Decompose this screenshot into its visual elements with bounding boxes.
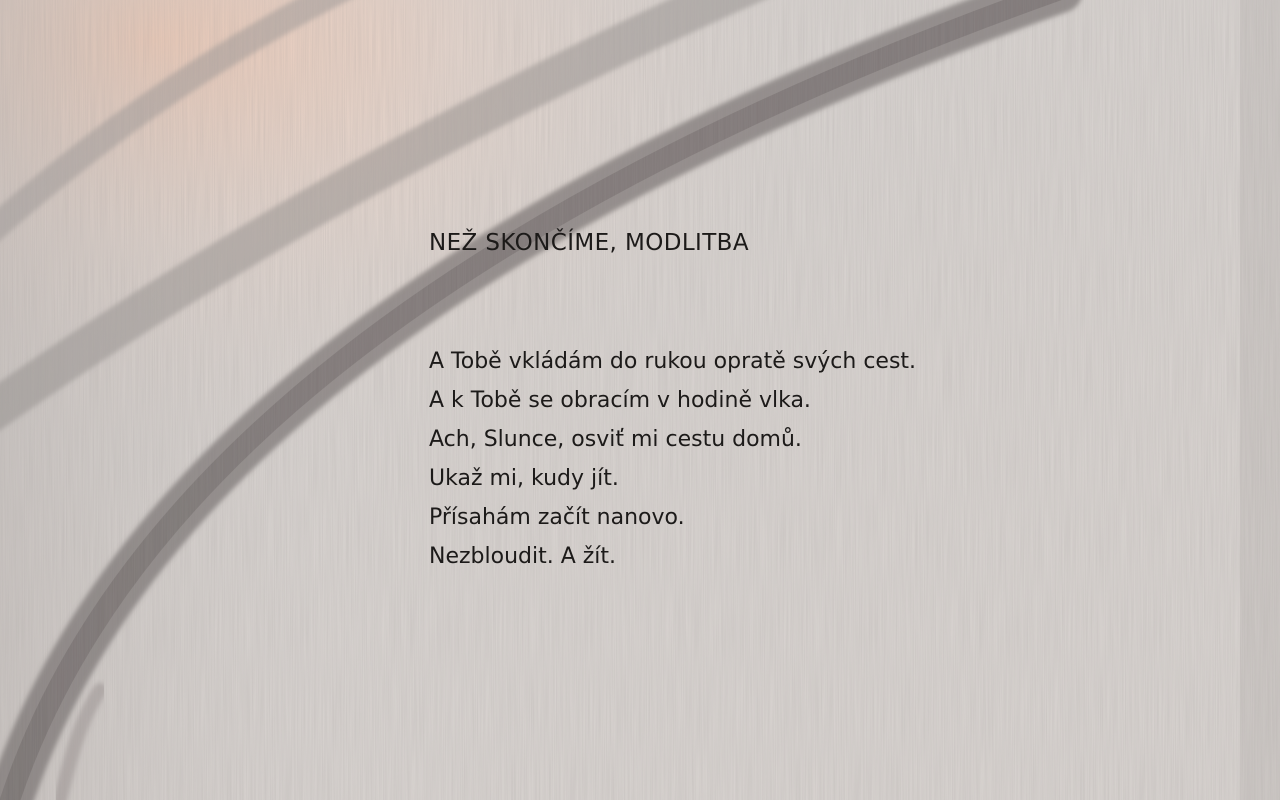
poem-line: Přísahám začít nanovo. bbox=[429, 505, 685, 530]
poem-title: NEŽ SKONČÍME, MODLITBA bbox=[429, 230, 749, 256]
poem-line: A k Tobě se obracím v hodině vlka. bbox=[429, 388, 811, 413]
poem-line: Nezbloudit. A žít. bbox=[429, 544, 617, 569]
poem-body bbox=[429, 342, 1189, 576]
poem-panel bbox=[429, 226, 1189, 576]
poem-line: A Tobě vkládám do rukou opratě svých cest. bbox=[429, 349, 917, 374]
poem-line: Ach, Slunce, osviť mi cestu domů. bbox=[429, 427, 802, 452]
poem-line: Ukaž mi, kudy jít. bbox=[429, 466, 619, 491]
